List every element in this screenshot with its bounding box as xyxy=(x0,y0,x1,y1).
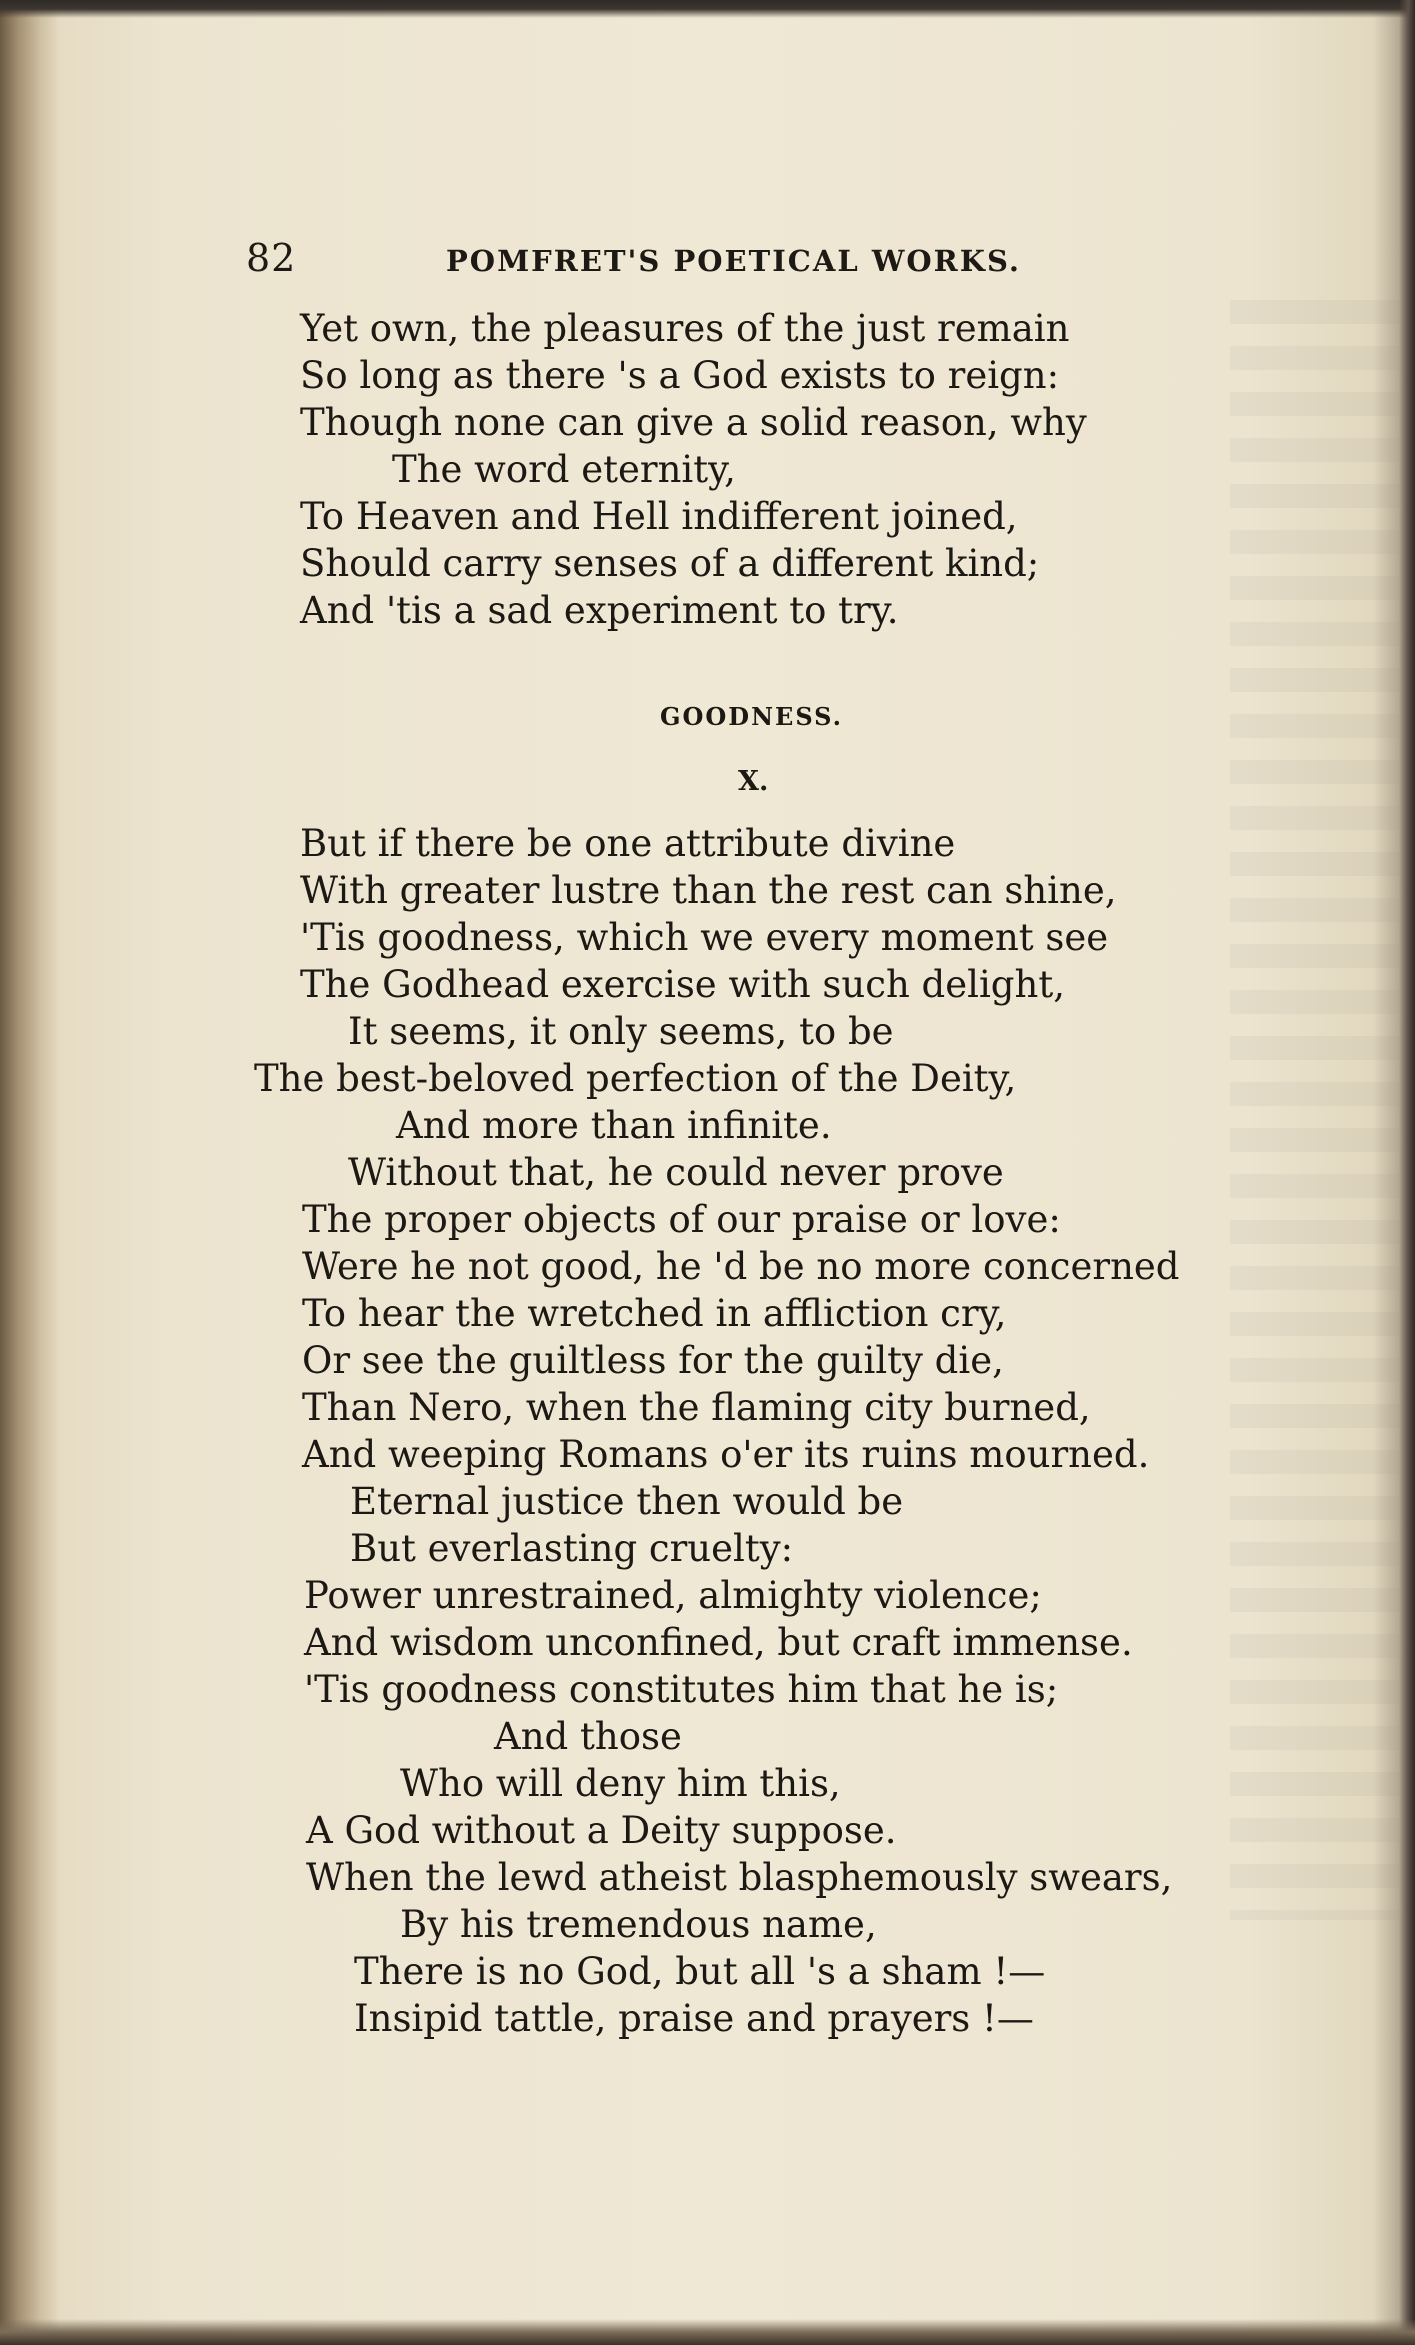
verse-line: Eternal justice then would be xyxy=(350,1480,904,1523)
running-head xyxy=(246,236,1146,286)
verse-line: And those xyxy=(494,1715,682,1758)
verse-line: Without that, he could never prove xyxy=(348,1151,1004,1194)
verse-line: Were he not good, he 'd be no more concerned xyxy=(302,1245,1180,1288)
section-number: X. xyxy=(738,766,769,797)
verse-line: And weeping Romans o'er its ruins mourned. xyxy=(302,1433,1150,1476)
page-top-edge xyxy=(0,0,1415,18)
verse-line: With greater lustre than the rest can shine, xyxy=(300,869,1117,912)
verse-line: Or see the guiltless for the guilty die, xyxy=(302,1339,1004,1382)
verse-line: The proper objects of our praise or love: xyxy=(302,1198,1061,1241)
book-title: POMFRET'S POETICAL WORKS. xyxy=(446,244,1021,278)
spine-shadow xyxy=(0,0,60,2345)
verse-line: The word eternity, xyxy=(392,448,736,491)
verse-line: And wisdom unconfined, but craft immense. xyxy=(304,1621,1133,1664)
page-bottom-edge xyxy=(0,2319,1415,2345)
verse-line: 'Tis goodness, which we every moment see xyxy=(300,916,1109,959)
verse-line: There is no God, but all 's a sham !— xyxy=(354,1950,1046,1993)
page-number: 82 xyxy=(246,236,297,280)
verse-line: The best-beloved perfection of the Deity, xyxy=(254,1057,1017,1100)
verse-line: To Heaven and Hell indifferent joined, xyxy=(300,495,1018,538)
verse-line: To hear the wretched in affliction cry, xyxy=(302,1292,1007,1335)
verse-line: It seems, it only seems, to be xyxy=(348,1010,894,1053)
verse-line: When the lewd atheist blasphemously swears, xyxy=(306,1856,1173,1899)
verse-line: Insipid tattle, praise and prayers !— xyxy=(354,1997,1034,2040)
verse-line: And 'tis a sad experiment to try. xyxy=(300,589,899,632)
show-through-text xyxy=(1230,300,1400,1920)
verse-line: But everlasting cruelty: xyxy=(350,1527,794,1570)
verse-line: Than Nero, when the flaming city burned, xyxy=(302,1386,1091,1429)
verse-line: But if there be one attribute divine xyxy=(300,822,956,865)
verse-line: Yet own, the pleasures of the just remain xyxy=(300,307,1070,350)
verse-line: 'Tis goodness constitutes him that he is; xyxy=(304,1668,1059,1711)
verse-line: A God without a Deity suppose. xyxy=(306,1809,897,1852)
verse-line: And more than infinite. xyxy=(396,1104,832,1147)
verse-line: The Godhead exercise with such delight, xyxy=(300,963,1065,1006)
verse-line: Who will deny him this, xyxy=(400,1762,841,1805)
verse-line: So long as there 's a God exists to reign: xyxy=(300,354,1060,397)
verse-line: Power unrestrained, almighty violence; xyxy=(304,1574,1042,1617)
verse-line: Though none can give a solid reason, why xyxy=(300,401,1087,444)
page-right-edge xyxy=(1399,0,1415,2345)
verse-line: Should carry senses of a different kind; xyxy=(300,542,1040,585)
section-title: GOODNESS. xyxy=(660,702,843,731)
verse-line: By his tremendous name, xyxy=(400,1903,877,1946)
